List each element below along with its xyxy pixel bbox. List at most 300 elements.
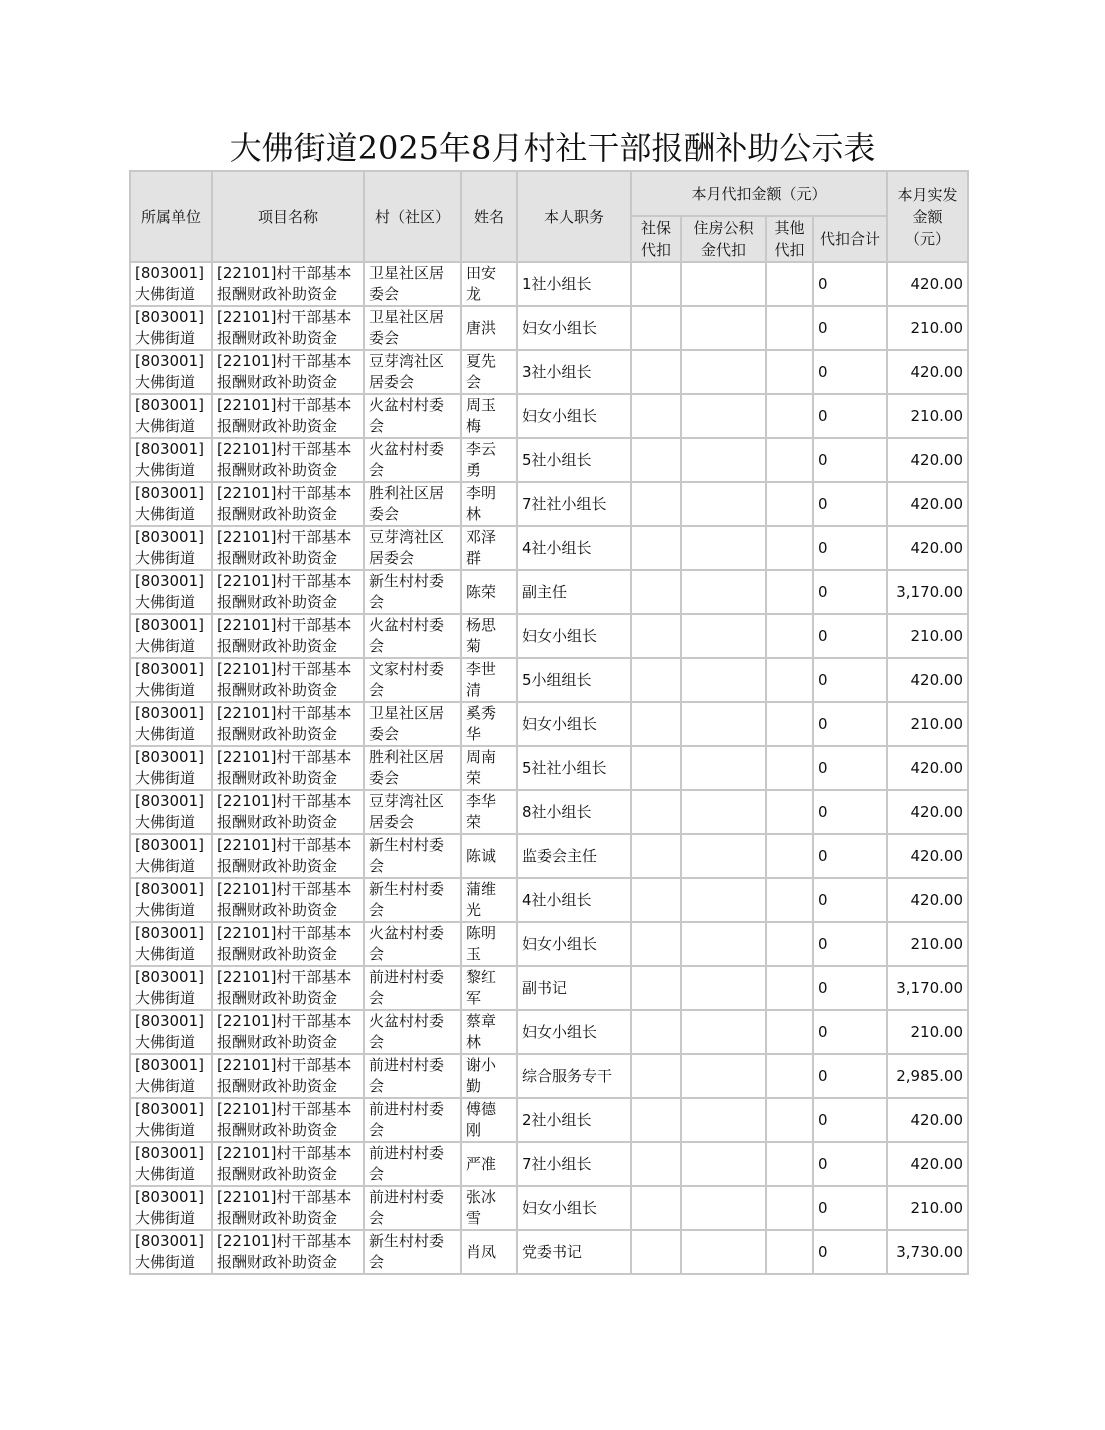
village-cell — [364, 966, 461, 1010]
village-cell-line: 会 — [369, 989, 385, 1007]
village-cell-line: 委会 — [369, 725, 400, 743]
village-cell-line: 前进村村委 — [369, 1144, 445, 1162]
village-cell-line: 前进村村委 — [369, 1100, 445, 1118]
village-cell-line: 前进村村委 — [369, 968, 445, 986]
village-cell-line: 会 — [369, 417, 385, 435]
other-deduction-cell — [766, 350, 813, 394]
deduction-total-cell: 0 — [813, 1230, 887, 1274]
unit-cell — [130, 306, 212, 350]
village-cell — [364, 1230, 461, 1274]
actual-paid-cell: 420.00 — [887, 262, 968, 306]
other-deduction-cell — [766, 262, 813, 306]
unit-cell-line: [803001] — [135, 748, 204, 766]
name-cell-line: 肖凤 — [466, 1242, 497, 1261]
deduction-total-cell: 0 — [813, 262, 887, 306]
unit-cell-line: [803001] — [135, 396, 204, 414]
deduction-total-cell: 0 — [813, 1142, 887, 1186]
name-cell-line: 李世 — [466, 660, 497, 678]
table-row — [130, 702, 968, 746]
name-cell — [461, 306, 517, 350]
deduction-total-cell: 0 — [813, 482, 887, 526]
name-cell — [461, 746, 517, 790]
actual-paid-cell: 210.00 — [887, 922, 968, 966]
unit-cell-line: 大佛街道 — [135, 681, 196, 699]
unit-cell — [130, 350, 212, 394]
village-cell-line: 豆芽湾社区 — [369, 528, 445, 546]
name-cell-line: 谢小 — [466, 1056, 497, 1074]
other-deduction-cell — [766, 1230, 813, 1274]
project-cell — [212, 746, 364, 790]
position-cell: 4社小组长 — [517, 526, 631, 570]
deduction-total-cell: 0 — [813, 966, 887, 1010]
village-cell — [364, 746, 461, 790]
social-security-cell — [631, 1186, 681, 1230]
project-cell-line: [22101]村干部基本 — [217, 264, 352, 282]
actual-paid-cell: 210.00 — [887, 306, 968, 350]
unit-cell-line: [803001] — [135, 1144, 204, 1162]
project-cell — [212, 394, 364, 438]
actual-paid-cell: 3,170.00 — [887, 570, 968, 614]
unit-cell-line: 大佛街道 — [135, 549, 196, 567]
table-row — [130, 1054, 968, 1098]
position-cell: 5社社小组长 — [517, 746, 631, 790]
unit-cell-line: [803001] — [135, 1188, 204, 1206]
name-cell — [461, 966, 517, 1010]
project-cell — [212, 658, 364, 702]
social-security-cell — [631, 1054, 681, 1098]
table-row — [130, 834, 968, 878]
name-cell-line: 蒲维 — [466, 880, 497, 898]
housing-fund-cell — [681, 834, 766, 878]
village-cell — [364, 350, 461, 394]
project-cell — [212, 614, 364, 658]
project-cell-line: [22101]村干部基本 — [217, 572, 352, 590]
housing-fund-cell — [681, 702, 766, 746]
other-deduction-cell — [766, 570, 813, 614]
project-cell — [212, 1098, 364, 1142]
table-body — [130, 262, 968, 1274]
name-cell-line: 雪 — [466, 1209, 482, 1227]
name-cell-line: 林 — [466, 1033, 482, 1051]
header-housing-fund-line: 金代扣 — [700, 241, 746, 259]
project-cell-line: [22101]村干部基本 — [217, 528, 352, 546]
project-cell-line: 报酬财政补助资金 — [217, 285, 338, 303]
project-cell-line: [22101]村干部基本 — [217, 1144, 352, 1162]
project-cell-line: [22101]村干部基本 — [217, 1012, 352, 1030]
other-deduction-cell — [766, 306, 813, 350]
deduction-total-cell: 0 — [813, 438, 887, 482]
social-security-cell — [631, 350, 681, 394]
unit-cell — [130, 394, 212, 438]
housing-fund-cell — [681, 570, 766, 614]
position-cell: 5社小组长 — [517, 438, 631, 482]
position-cell: 3社小组长 — [517, 350, 631, 394]
unit-cell-line: [803001] — [135, 968, 204, 986]
other-deduction-cell — [766, 746, 813, 790]
actual-paid-cell: 420.00 — [887, 658, 968, 702]
position-cell: 2社小组长 — [517, 1098, 631, 1142]
unit-cell-line: 大佛街道 — [135, 1033, 196, 1051]
village-cell — [364, 658, 461, 702]
table-header — [130, 171, 968, 262]
project-cell-line: 报酬财政补助资金 — [217, 505, 338, 523]
project-cell — [212, 922, 364, 966]
unit-cell-line: 大佛街道 — [135, 329, 196, 347]
project-cell-line: 报酬财政补助资金 — [217, 1077, 338, 1095]
name-cell-line: 荣 — [466, 769, 482, 787]
unit-cell-line: 大佛街道 — [135, 505, 196, 523]
unit-cell-line: [803001] — [135, 1056, 204, 1074]
name-cell — [461, 1010, 517, 1054]
social-security-cell — [631, 1098, 681, 1142]
unit-cell-line: 大佛街道 — [135, 769, 196, 787]
name-cell-line: 夏先 — [466, 352, 497, 370]
table-row — [130, 790, 968, 834]
name-cell-line: 杨思 — [466, 616, 497, 634]
name-cell — [461, 658, 517, 702]
table-row — [130, 922, 968, 966]
name-cell-line: 林 — [466, 505, 482, 523]
project-cell-line: [22101]村干部基本 — [217, 836, 352, 854]
project-cell-line: [22101]村干部基本 — [217, 704, 352, 722]
social-security-cell — [631, 702, 681, 746]
unit-cell-line: [803001] — [135, 1100, 204, 1118]
table-row — [130, 1230, 968, 1274]
project-cell-line: [22101]村干部基本 — [217, 308, 352, 326]
project-cell-line: [22101]村干部基本 — [217, 440, 352, 458]
name-cell — [461, 1186, 517, 1230]
unit-cell — [130, 1010, 212, 1054]
project-cell-line: 报酬财政补助资金 — [217, 593, 338, 611]
name-cell — [461, 262, 517, 306]
name-cell-line: 光 — [466, 901, 482, 919]
header-housing-fund — [681, 216, 766, 262]
unit-cell — [130, 1230, 212, 1274]
social-security-cell — [631, 394, 681, 438]
name-cell-line: 严准 — [466, 1154, 497, 1173]
housing-fund-cell — [681, 394, 766, 438]
village-cell-line: 胜利社区居 — [369, 484, 445, 502]
name-cell — [461, 1142, 517, 1186]
unit-cell-line: 大佛街道 — [135, 637, 196, 655]
deduction-total-cell: 0 — [813, 1098, 887, 1142]
housing-fund-cell — [681, 878, 766, 922]
village-cell-line: 新生村村委 — [369, 880, 445, 898]
project-cell-line: [22101]村干部基本 — [217, 352, 352, 370]
unit-cell-line: [803001] — [135, 616, 204, 634]
project-cell-line: 报酬财政补助资金 — [217, 945, 338, 963]
name-cell-line: 勤 — [466, 1077, 482, 1095]
table-row — [130, 614, 968, 658]
project-cell-line: 报酬财政补助资金 — [217, 1165, 338, 1183]
unit-cell-line: [803001] — [135, 880, 204, 898]
unit-cell-line: [803001] — [135, 1232, 204, 1250]
village-cell-line: 会 — [369, 1209, 385, 1227]
table-row — [130, 526, 968, 570]
project-cell-line: [22101]村干部基本 — [217, 880, 352, 898]
village-cell-line: 居委会 — [369, 373, 415, 391]
other-deduction-cell — [766, 658, 813, 702]
social-security-cell — [631, 306, 681, 350]
other-deduction-cell — [766, 878, 813, 922]
header-name: 姓名 — [461, 171, 517, 262]
village-cell — [364, 262, 461, 306]
actual-paid-cell: 420.00 — [887, 1098, 968, 1142]
table-row — [130, 1098, 968, 1142]
unit-cell — [130, 658, 212, 702]
project-cell-line: 报酬财政补助资金 — [217, 725, 338, 743]
unit-cell-line: 大佛街道 — [135, 945, 196, 963]
social-security-cell — [631, 1010, 681, 1054]
name-cell — [461, 878, 517, 922]
village-cell — [364, 306, 461, 350]
unit-cell-line: [803001] — [135, 1012, 204, 1030]
unit-cell-line: 大佛街道 — [135, 1209, 196, 1227]
header-unit: 所属单位 — [130, 171, 212, 262]
unit-cell-line: [803001] — [135, 704, 204, 722]
social-security-cell — [631, 614, 681, 658]
name-cell — [461, 438, 517, 482]
page-title: 大佛街道2025年8月村社干部报酬补助公示表 — [229, 129, 876, 167]
header-deduction-total: 代扣合计 — [813, 216, 887, 262]
position-cell: 妇女小组长 — [517, 1186, 631, 1230]
project-cell — [212, 790, 364, 834]
housing-fund-cell — [681, 1186, 766, 1230]
deduction-total-cell: 0 — [813, 1010, 887, 1054]
project-cell-line: [22101]村干部基本 — [217, 1056, 352, 1074]
project-cell-line: 报酬财政补助资金 — [217, 901, 338, 919]
village-cell — [364, 1010, 461, 1054]
deduction-total-cell: 0 — [813, 1054, 887, 1098]
position-cell: 8社小组长 — [517, 790, 631, 834]
name-cell-line: 陈诚 — [466, 846, 497, 865]
unit-cell — [130, 438, 212, 482]
table-row — [130, 394, 968, 438]
village-cell — [364, 482, 461, 526]
village-cell-line: 卫星社区居 — [369, 704, 445, 722]
actual-paid-cell: 210.00 — [887, 1010, 968, 1054]
village-cell-line: 火盆村村委 — [369, 396, 445, 414]
unit-cell — [130, 1098, 212, 1142]
deduction-total-cell: 0 — [813, 350, 887, 394]
unit-cell — [130, 526, 212, 570]
unit-cell-line: [803001] — [135, 836, 204, 854]
unit-cell — [130, 922, 212, 966]
position-cell: 1社小组长 — [517, 262, 631, 306]
deduction-total-cell: 0 — [813, 614, 887, 658]
project-cell — [212, 1230, 364, 1274]
social-security-cell — [631, 746, 681, 790]
table-row — [130, 350, 968, 394]
project-cell-line: [22101]村干部基本 — [217, 616, 352, 634]
project-cell — [212, 702, 364, 746]
village-cell-line: 委会 — [369, 285, 400, 303]
village-cell-line: 火盆村村委 — [369, 1012, 445, 1030]
other-deduction-cell — [766, 1186, 813, 1230]
village-cell — [364, 878, 461, 922]
position-cell: 4社小组长 — [517, 878, 631, 922]
actual-paid-cell: 210.00 — [887, 614, 968, 658]
village-cell-line: 会 — [369, 1077, 385, 1095]
unit-cell-line: 大佛街道 — [135, 1165, 196, 1183]
project-cell-line: [22101]村干部基本 — [217, 396, 352, 414]
name-cell — [461, 702, 517, 746]
project-cell — [212, 262, 364, 306]
actual-paid-cell: 420.00 — [887, 834, 968, 878]
village-cell — [364, 438, 461, 482]
unit-cell — [130, 834, 212, 878]
header-social-security — [631, 216, 681, 262]
deduction-total-cell: 0 — [813, 1186, 887, 1230]
deduction-total-cell: 0 — [813, 702, 887, 746]
unit-cell — [130, 966, 212, 1010]
deduction-total-cell: 0 — [813, 306, 887, 350]
name-cell-line: 华 — [466, 725, 482, 743]
actual-paid-cell: 420.00 — [887, 482, 968, 526]
header-actual-paid-line: （元） — [905, 229, 951, 248]
unit-cell — [130, 746, 212, 790]
deduction-total-cell: 0 — [813, 922, 887, 966]
village-cell — [364, 702, 461, 746]
village-cell-line: 会 — [369, 1253, 385, 1271]
village-cell — [364, 394, 461, 438]
village-cell-line: 新生村村委 — [369, 572, 445, 590]
other-deduction-cell — [766, 1098, 813, 1142]
name-cell-line: 邓泽 — [466, 528, 497, 546]
header-social-security-line: 社保 — [640, 219, 671, 237]
village-cell — [364, 1142, 461, 1186]
table-row — [130, 966, 968, 1010]
village-cell — [364, 790, 461, 834]
village-cell — [364, 1186, 461, 1230]
name-cell — [461, 1230, 517, 1274]
other-deduction-cell — [766, 482, 813, 526]
village-cell-line: 会 — [369, 461, 385, 479]
project-cell-line: 报酬财政补助资金 — [217, 857, 338, 875]
unit-cell-line: [803001] — [135, 440, 204, 458]
name-cell — [461, 1054, 517, 1098]
name-cell-line: 奚秀 — [466, 704, 497, 722]
position-cell: 7社小组长 — [517, 1142, 631, 1186]
header-deduction-group: 本月代扣金额（元） — [631, 171, 887, 216]
project-cell — [212, 878, 364, 922]
position-cell: 妇女小组长 — [517, 394, 631, 438]
name-cell — [461, 790, 517, 834]
village-cell-line: 会 — [369, 681, 385, 699]
name-cell-line: 梅 — [466, 417, 482, 435]
name-cell — [461, 350, 517, 394]
project-cell-line: 报酬财政补助资金 — [217, 417, 338, 435]
unit-cell-line: 大佛街道 — [135, 1253, 196, 1271]
table-row — [130, 746, 968, 790]
project-cell-line: 报酬财政补助资金 — [217, 989, 338, 1007]
social-security-cell — [631, 790, 681, 834]
table-row — [130, 878, 968, 922]
unit-cell-line: [803001] — [135, 308, 204, 326]
position-cell: 党委书记 — [517, 1230, 631, 1274]
unit-cell-line: [803001] — [135, 528, 204, 546]
project-cell — [212, 438, 364, 482]
name-cell — [461, 922, 517, 966]
housing-fund-cell — [681, 526, 766, 570]
project-cell-line: 报酬财政补助资金 — [217, 681, 338, 699]
unit-cell — [130, 1054, 212, 1098]
name-cell-line: 刚 — [466, 1121, 482, 1139]
name-cell-line: 李云 — [466, 440, 497, 458]
housing-fund-cell — [681, 746, 766, 790]
table-row — [130, 262, 968, 306]
other-deduction-cell — [766, 438, 813, 482]
housing-fund-cell — [681, 306, 766, 350]
village-cell-line: 会 — [369, 1165, 385, 1183]
unit-cell-line: 大佛街道 — [135, 813, 196, 831]
project-cell — [212, 350, 364, 394]
village-cell-line: 居委会 — [369, 813, 415, 831]
position-cell: 副书记 — [517, 966, 631, 1010]
other-deduction-cell — [766, 834, 813, 878]
name-cell — [461, 394, 517, 438]
name-cell-line: 周南 — [466, 748, 497, 766]
housing-fund-cell — [681, 350, 766, 394]
other-deduction-cell — [766, 922, 813, 966]
table-row — [130, 482, 968, 526]
unit-cell-line: 大佛街道 — [135, 1121, 196, 1139]
other-deduction-cell — [766, 614, 813, 658]
actual-paid-cell: 420.00 — [887, 878, 968, 922]
position-cell: 副主任 — [517, 570, 631, 614]
table-row — [130, 1010, 968, 1054]
project-cell-line: [22101]村干部基本 — [217, 1100, 352, 1118]
unit-cell-line: 大佛街道 — [135, 989, 196, 1007]
actual-paid-cell: 210.00 — [887, 1186, 968, 1230]
name-cell-line: 李华 — [466, 792, 497, 810]
name-cell-line: 陈荣 — [466, 582, 497, 601]
project-cell-line: [22101]村干部基本 — [217, 792, 352, 810]
village-cell-line: 委会 — [369, 505, 400, 523]
social-security-cell — [631, 878, 681, 922]
unit-cell — [130, 702, 212, 746]
project-cell-line: [22101]村干部基本 — [217, 968, 352, 986]
project-cell — [212, 526, 364, 570]
header-social-security-line: 代扣 — [640, 241, 671, 259]
social-security-cell — [631, 482, 681, 526]
position-cell: 综合服务专干 — [517, 1054, 631, 1098]
project-cell — [212, 482, 364, 526]
project-cell-line: [22101]村干部基本 — [217, 660, 352, 678]
unit-cell-line: [803001] — [135, 792, 204, 810]
project-cell-line: 报酬财政补助资金 — [217, 329, 338, 347]
position-cell: 妇女小组长 — [517, 1010, 631, 1054]
social-security-cell — [631, 1230, 681, 1274]
village-cell-line: 委会 — [369, 769, 400, 787]
housing-fund-cell — [681, 614, 766, 658]
village-cell-line: 前进村村委 — [369, 1056, 445, 1074]
project-cell — [212, 1142, 364, 1186]
housing-fund-cell — [681, 438, 766, 482]
project-cell-line: 报酬财政补助资金 — [217, 637, 338, 655]
unit-cell — [130, 1142, 212, 1186]
social-security-cell — [631, 526, 681, 570]
deduction-total-cell: 0 — [813, 790, 887, 834]
table-row — [130, 438, 968, 482]
name-cell-line: 李明 — [466, 484, 497, 502]
unit-cell — [130, 570, 212, 614]
header-other-line: 代扣 — [774, 241, 805, 259]
social-security-cell — [631, 1142, 681, 1186]
project-cell-line: [22101]村干部基本 — [217, 748, 352, 766]
deduction-total-cell: 0 — [813, 570, 887, 614]
unit-cell-line: 大佛街道 — [135, 1077, 196, 1095]
